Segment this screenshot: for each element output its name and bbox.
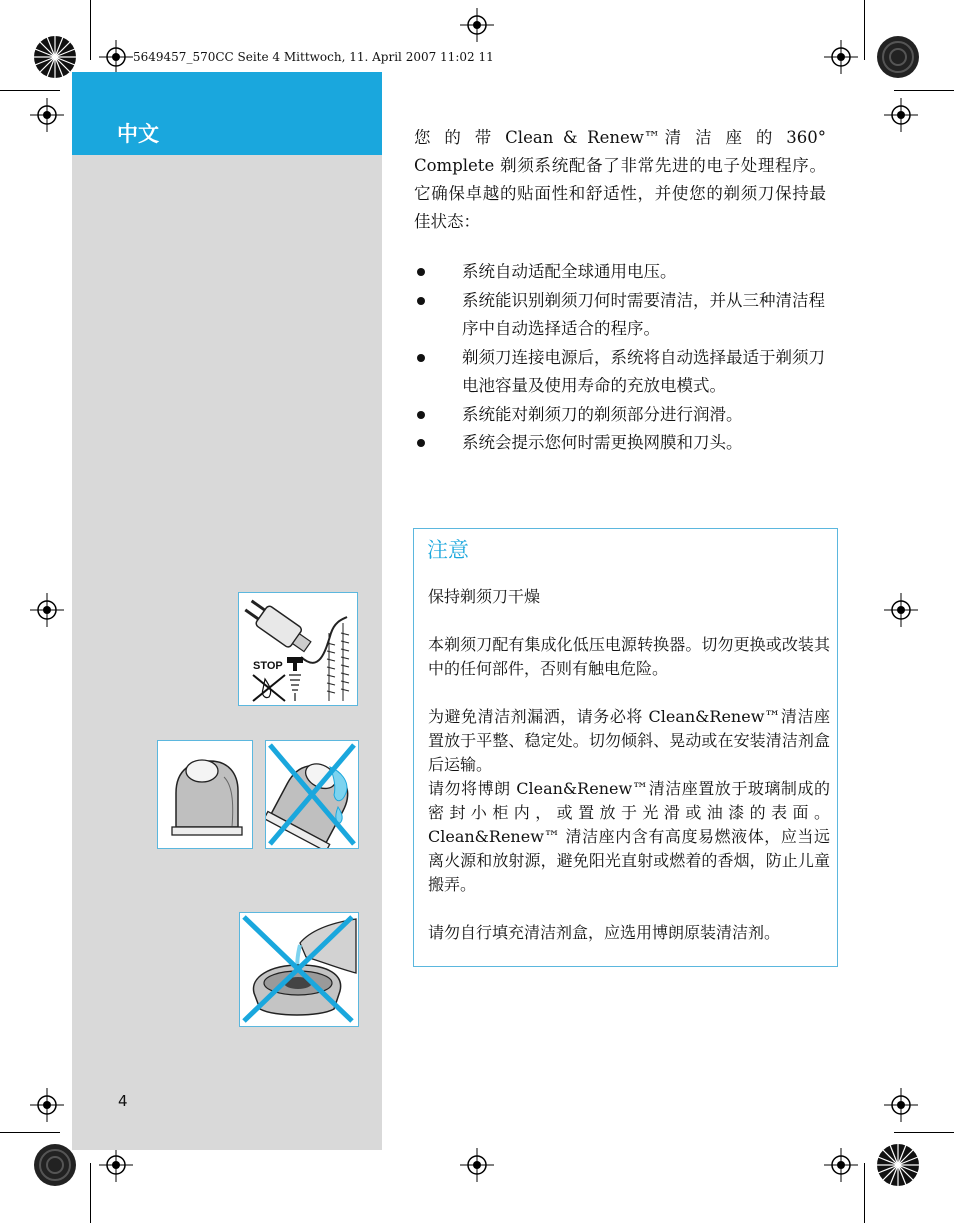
- figure-station-upright: [157, 740, 253, 849]
- crop-line: [0, 1132, 60, 1133]
- list-item: 系统能对剃须刀的剃须部分进行润滑。: [414, 401, 826, 430]
- warning-paragraph: 请勿自行填充清洁剂盒，应选用博朗原装清洁剂。: [428, 923, 781, 942]
- registration-mark-icon: [884, 593, 918, 627]
- crop-line: [864, 0, 865, 60]
- page-number: 4: [118, 1092, 128, 1110]
- registration-mark-icon: [460, 1148, 494, 1182]
- crop-line: [894, 1132, 954, 1133]
- bullet-icon: [417, 411, 425, 419]
- crop-line: [0, 90, 60, 91]
- warning-title: 注意: [427, 538, 469, 562]
- sunburst-mark-icon: [876, 1143, 920, 1187]
- registration-mark-icon: [824, 40, 858, 74]
- crop-line: [90, 1163, 91, 1223]
- print-slug: 5649457_570CC Seite 4 Mittwoch, 11. April 2007 11:02 11: [133, 50, 494, 64]
- warning-paragraph: 本剃须刀配有集成化低压电源转换器。切勿更换或改装其中的任何部件，否则有触电危险。: [428, 635, 830, 678]
- warning-paragraph: 为避免清洁剂漏洒，请务必将 Clean&Renew™清洁座置放于平整、稳定处。切勿倾斜、晃动或在安装清洁剂盒后运输。: [428, 707, 830, 774]
- bullet-icon: [417, 268, 425, 276]
- registration-mark-icon: [824, 1148, 858, 1182]
- crop-line: [864, 1163, 865, 1223]
- registration-mark-icon: [460, 8, 494, 42]
- language-label: 中文: [117, 122, 159, 146]
- bullet-icon: [417, 439, 425, 447]
- sunburst-mark-icon: [876, 35, 920, 79]
- registration-mark-icon: [30, 593, 64, 627]
- crop-line: [894, 90, 954, 91]
- registration-mark-icon: [30, 1088, 64, 1122]
- figure-station-tilted-warning: [265, 740, 359, 849]
- list-item: 系统能识别剃须刀何时需要清洁，并从三种清洁程序中自动选择适合的程序。: [414, 287, 826, 344]
- list-item: 系统会提示您何时需更换网膜和刀头。: [414, 429, 826, 458]
- warning-paragraph: 请勿将博朗 Clean&Renew™清洁座置放于玻璃制成的密封小柜内，或置放于光滑或油漆的表面。Clean&Renew™ 清洁座内含有高度易燃液体，应当远离火源和放射源，避免阳光直射或燃着的香烟，防止儿童搬弄。: [428, 779, 830, 894]
- figure-plug-water-warning: [238, 592, 358, 706]
- feature-list: [414, 258, 826, 458]
- registration-mark-icon: [99, 1148, 133, 1182]
- registration-mark-icon: [99, 40, 133, 74]
- figure-refill-warning: [239, 912, 359, 1027]
- list-item: 系统自动适配全球通用电压。: [414, 258, 826, 287]
- sunburst-mark-icon: [33, 1143, 77, 1187]
- sunburst-mark-icon: [33, 35, 77, 79]
- warning-body: [428, 585, 830, 945]
- registration-mark-icon: [884, 98, 918, 132]
- registration-mark-icon: [30, 98, 64, 132]
- registration-mark-icon: [884, 1088, 918, 1122]
- bullet-icon: [417, 354, 425, 362]
- bullet-icon: [417, 297, 425, 305]
- warning-paragraph: 保持剃须刀干燥: [428, 587, 541, 606]
- list-item: 剃须刀连接电源后，系统将自动选择最适于剃须刀电池容量及使用寿命的充放电模式。: [414, 344, 826, 401]
- stop-label: STOP: [253, 660, 283, 672]
- crop-line: [90, 0, 91, 60]
- intro-paragraph: 您 的 带 Clean & Renew™清 洁 座 的 360° Complete 剃须系统配备了非常先进的电子处理程序。它确保卓越的贴面性和舒适性，并使您的剃须刀保持最佳状态：: [414, 128, 826, 231]
